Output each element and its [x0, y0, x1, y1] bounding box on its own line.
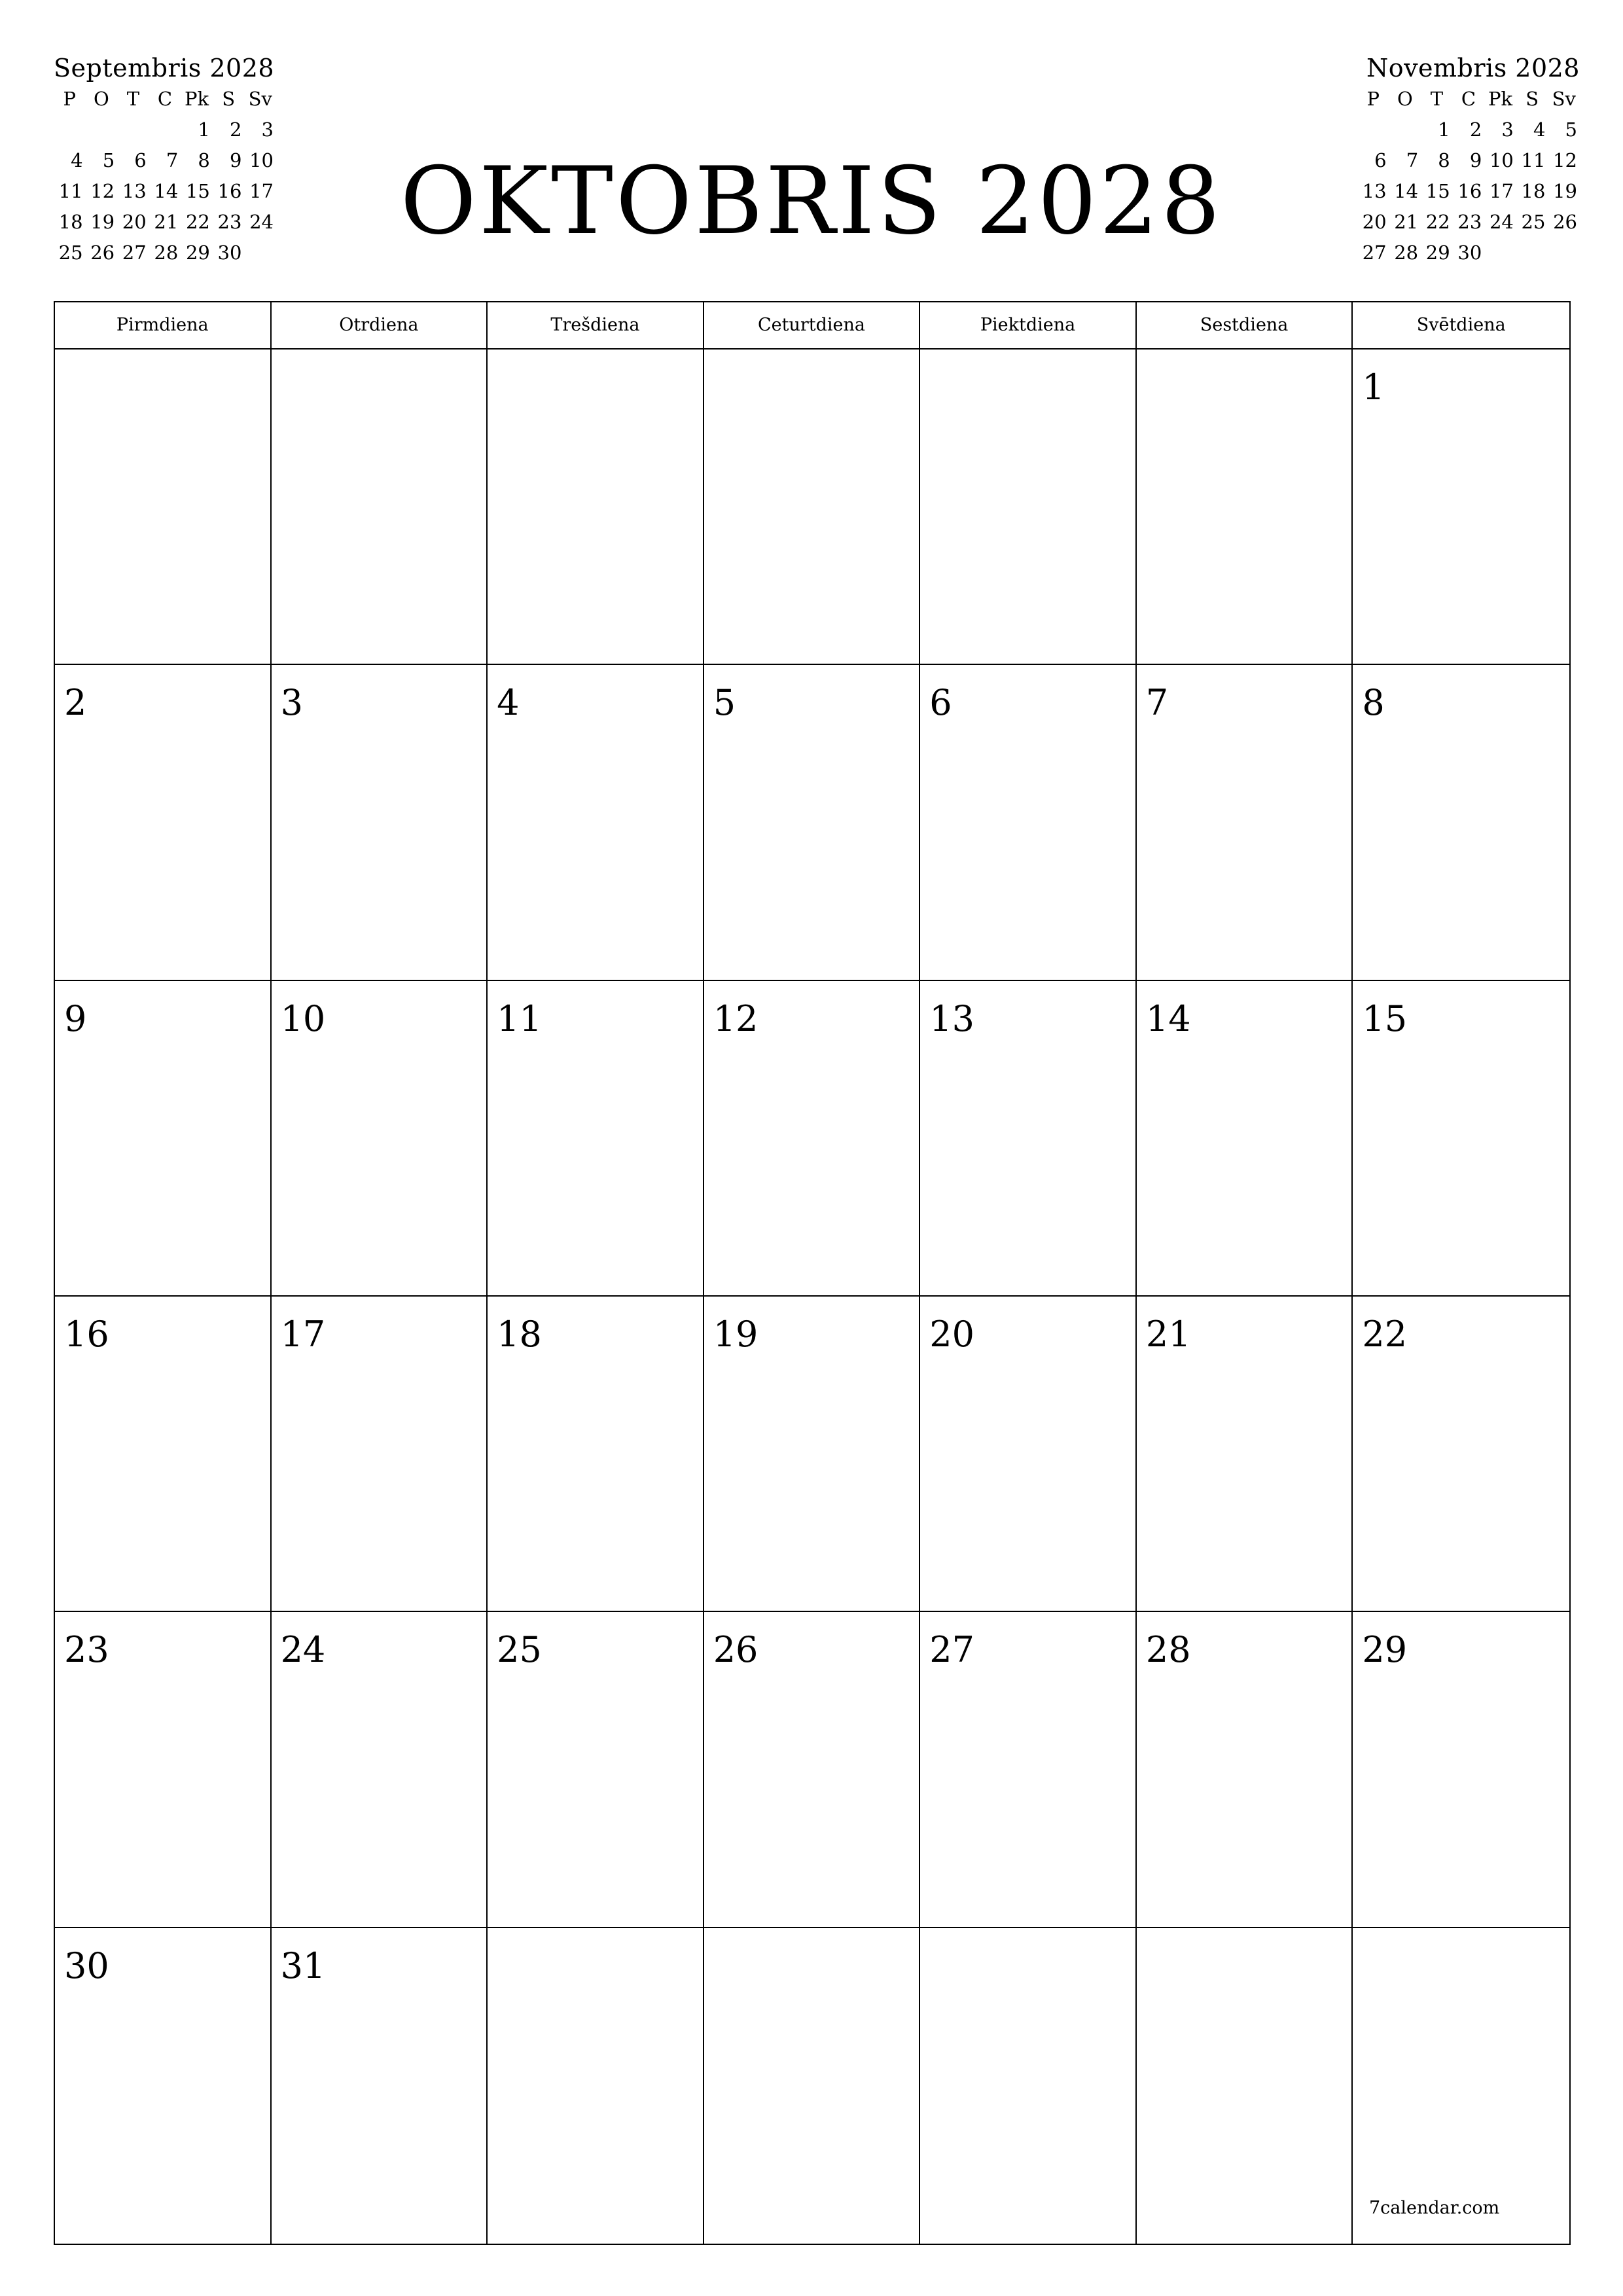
mini-day: 22	[185, 211, 210, 233]
mini-day: 12	[1553, 149, 1577, 171]
mini-day: 3	[261, 118, 274, 141]
day-cell	[1353, 1928, 1569, 2244]
day-cell	[1137, 350, 1353, 665]
day-cell	[920, 1928, 1137, 2244]
mini-weekday-label: Sv	[248, 88, 272, 110]
mini-day: 4	[71, 149, 83, 171]
day-cell	[704, 665, 921, 980]
day-cell	[488, 1612, 704, 1928]
mini-day: 15	[185, 180, 210, 202]
day-number: 15	[1362, 997, 1408, 1039]
day-number: 7	[1145, 682, 1169, 724]
mini-day: 27	[122, 242, 147, 264]
day-cell	[488, 665, 704, 980]
mini-day: 16	[1457, 180, 1482, 202]
mini-day: 11	[58, 180, 83, 202]
next-month-mini-calendar	[1357, 52, 1580, 268]
day-number: 3	[280, 682, 303, 724]
mini-day	[1516, 238, 1548, 268]
day-number: 9	[64, 997, 87, 1039]
mini-day: 3	[1501, 118, 1514, 141]
day-cell	[55, 665, 272, 980]
day-number: 21	[1145, 1314, 1191, 1355]
mini-day: 2	[229, 118, 242, 141]
mini-weekday-label: S	[1525, 88, 1539, 110]
mini-day	[1357, 115, 1389, 145]
day-cell	[488, 1297, 704, 1612]
mini-day	[1389, 115, 1421, 145]
day-number: 30	[64, 1945, 109, 1986]
day-number: 22	[1362, 1314, 1408, 1355]
mini-day: 29	[185, 242, 210, 264]
mini-weekday-label: Pk	[1488, 88, 1513, 110]
mini-day	[244, 238, 276, 268]
day-cell	[55, 1612, 272, 1928]
mini-day: 20	[1362, 211, 1387, 233]
weekday-header: Sestdiena	[1137, 302, 1353, 348]
day-number: 2	[64, 682, 87, 724]
mini-day: 15	[1425, 180, 1450, 202]
mini-day: 24	[249, 211, 274, 233]
day-number: 24	[280, 1629, 326, 1671]
mini-weekday-label: Pk	[185, 88, 209, 110]
mini-day: 10	[1489, 149, 1514, 171]
day-cell	[272, 350, 488, 665]
mini-weekday-label: O	[1397, 88, 1413, 110]
mini-weekday-label: C	[1461, 88, 1476, 110]
mini-weekday-label: P	[1366, 88, 1380, 110]
mini-weekday-label: Sv	[1552, 88, 1576, 110]
mini-weekday-label: P	[63, 88, 77, 110]
day-cell	[920, 350, 1137, 665]
mini-day: 17	[1489, 180, 1514, 202]
mini-day: 6	[134, 149, 147, 171]
weekday-header: Ceturtdiena	[704, 302, 921, 348]
weekday-header: Otrdiena	[272, 302, 488, 348]
mini-day: 14	[154, 180, 179, 202]
weekday-header-row	[55, 302, 1569, 350]
day-cell	[920, 981, 1137, 1297]
mini-day: 16	[217, 180, 242, 202]
mini-day: 23	[217, 211, 242, 233]
day-cell	[704, 350, 921, 665]
mini-day	[1484, 238, 1516, 268]
mini-day: 13	[1362, 180, 1387, 202]
mini-weekday-label: T	[1430, 88, 1444, 110]
mini-day: 21	[154, 211, 179, 233]
mini-day	[54, 115, 86, 145]
day-number: 17	[280, 1314, 326, 1355]
day-number: 10	[280, 997, 326, 1039]
month-grid	[54, 301, 1571, 2245]
mini-day: 2	[1469, 118, 1482, 141]
mini-day: 26	[90, 242, 115, 264]
day-number: 11	[497, 997, 542, 1039]
mini-day: 21	[1394, 211, 1419, 233]
mini-day: 22	[1425, 211, 1450, 233]
mini-day: 1	[1438, 118, 1450, 141]
day-number: 1	[1362, 367, 1385, 408]
mini-day	[1548, 238, 1580, 268]
mini-day: 30	[1457, 242, 1482, 264]
mini-day: 13	[122, 180, 147, 202]
mini-day	[86, 115, 118, 145]
mini-day: 18	[58, 211, 83, 233]
day-number: 26	[713, 1629, 758, 1671]
month-title: OKTOBRIS 2028	[400, 147, 1223, 255]
day-cell	[704, 981, 921, 1297]
mini-day: 30	[217, 242, 242, 264]
day-cell	[272, 1297, 488, 1612]
site-credit: 7calendar.com	[1369, 2198, 1500, 2218]
prev-month-mini-calendar	[54, 52, 276, 268]
weekday-header: Pirmdiena	[55, 302, 272, 348]
day-number: 19	[713, 1314, 758, 1355]
mini-day: 19	[90, 211, 115, 233]
weekday-header: Piektdiena	[920, 302, 1137, 348]
day-cell	[920, 1612, 1137, 1928]
mini-day: 26	[1553, 211, 1577, 233]
day-cell	[1137, 1612, 1353, 1928]
day-number: 13	[929, 997, 974, 1039]
prev-month-title: Septembris 2028	[54, 54, 275, 82]
mini-day: 24	[1489, 211, 1514, 233]
day-cell	[272, 1928, 488, 2244]
day-cell	[55, 981, 272, 1297]
mini-day: 18	[1521, 180, 1546, 202]
day-number: 5	[713, 682, 736, 724]
day-number: 20	[929, 1314, 974, 1355]
mini-day: 28	[1394, 242, 1419, 264]
mini-day: 6	[1374, 149, 1387, 171]
mini-day: 27	[1362, 242, 1387, 264]
weekday-header: Trešdiena	[488, 302, 704, 348]
mini-day: 7	[1406, 149, 1419, 171]
day-cell	[272, 665, 488, 980]
day-cell	[1353, 981, 1569, 1297]
mini-day: 14	[1394, 180, 1419, 202]
day-cell	[704, 1297, 921, 1612]
day-cell	[488, 981, 704, 1297]
day-cell	[920, 1297, 1137, 1612]
day-number: 8	[1362, 682, 1385, 724]
day-number: 4	[497, 682, 520, 724]
day-number: 27	[929, 1629, 974, 1671]
weekday-header: Svētdiena	[1416, 315, 1506, 335]
mini-day: 12	[90, 180, 115, 202]
day-number: 29	[1362, 1629, 1408, 1671]
day-number: 23	[64, 1629, 109, 1671]
day-number: 31	[280, 1945, 326, 1986]
day-number: 28	[1145, 1629, 1191, 1671]
mini-day: 25	[1521, 211, 1546, 233]
mini-day: 4	[1533, 118, 1546, 141]
mini-day: 17	[249, 180, 274, 202]
day-cell	[920, 665, 1137, 980]
day-cell	[704, 1928, 921, 2244]
day-cell	[488, 350, 704, 665]
mini-day: 29	[1425, 242, 1450, 264]
prev-month-grid	[54, 84, 276, 268]
day-cell	[1137, 1297, 1353, 1612]
mini-day: 20	[122, 211, 147, 233]
mini-day: 25	[58, 242, 83, 264]
mini-day: 8	[198, 149, 210, 171]
day-number: 12	[713, 997, 758, 1039]
day-cell	[1137, 665, 1353, 980]
day-cell	[1353, 665, 1569, 980]
day-number: 16	[64, 1314, 109, 1355]
day-cell	[704, 1612, 921, 1928]
day-cell	[1353, 1612, 1569, 1928]
day-cell	[1137, 1928, 1353, 2244]
day-cells	[55, 350, 1569, 2244]
day-cell	[55, 350, 272, 665]
mini-day: 23	[1457, 211, 1482, 233]
day-cell	[1353, 350, 1569, 665]
mini-weekday-label: C	[157, 88, 173, 110]
day-number: 25	[497, 1629, 542, 1671]
mini-weekday-label: T	[126, 88, 140, 110]
mini-day: 28	[154, 242, 179, 264]
mini-day: 11	[1521, 149, 1546, 171]
mini-day: 7	[166, 149, 179, 171]
mini-day: 5	[102, 149, 115, 171]
mini-weekday-label: S	[222, 88, 236, 110]
day-number: 6	[929, 682, 952, 724]
mini-weekday-label: O	[93, 88, 109, 110]
mini-day: 9	[1469, 149, 1482, 171]
mini-day: 8	[1438, 149, 1450, 171]
day-cell	[272, 981, 488, 1297]
mini-day: 10	[249, 149, 274, 171]
mini-day: 19	[1553, 180, 1577, 202]
day-cell	[488, 1928, 704, 2244]
mini-day: 1	[198, 118, 210, 141]
next-month-title: Novembris 2028	[1366, 54, 1580, 82]
mini-day	[117, 115, 149, 145]
day-cell	[55, 1297, 272, 1612]
day-cell	[55, 1928, 272, 2244]
day-number: 14	[1145, 997, 1191, 1039]
mini-day: 5	[1565, 118, 1577, 141]
day-cell	[1137, 981, 1353, 1297]
mini-day	[149, 115, 181, 145]
day-number: 18	[497, 1314, 542, 1355]
day-cell	[1353, 1297, 1569, 1612]
mini-day: 9	[229, 149, 242, 171]
day-cell	[272, 1612, 488, 1928]
next-month-grid	[1357, 84, 1580, 268]
